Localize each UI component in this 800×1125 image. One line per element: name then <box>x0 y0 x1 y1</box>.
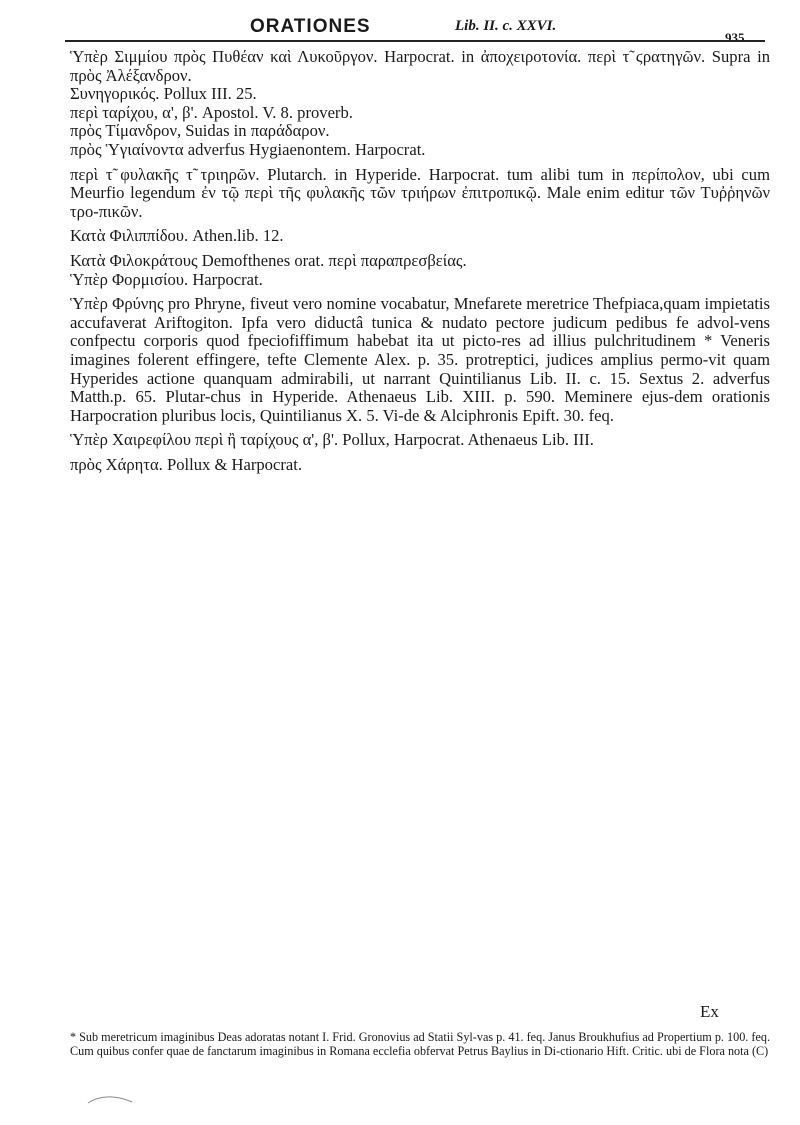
running-title: ORATIONES <box>250 16 371 37</box>
oration-entry: πρὸς Χάρητα. Pollux & Harpocrat. <box>70 454 302 474</box>
oration-entry: Συνηγορικός. Pollux III. 25. <box>70 84 257 104</box>
oration-entry: περὶ ταρίχου, α', β'. Apostol. V. 8. proverb. <box>70 102 353 122</box>
oration-entry: Ὑπὲρ Σιμμίου πρὸς Πυθέαν καὶ Λυκοῦργον. Harpocrat. in ἀποχειροτονία. περὶ τ̃ ϛρατηγῶν. Supra in πρὸς Ἀλέξανδρον. <box>70 47 770 85</box>
page-number: 935 <box>725 30 745 45</box>
oration-entry: Ὑπὲρ Χαιρεφίλου περὶ ἢ ταρίχους α', β'. Pollux, Harpocrat. Athenaeus Lib. III. <box>70 430 594 450</box>
chapter-reference: Lib. II. c. XXVI. <box>455 18 557 34</box>
pen-stroke-mark <box>86 1093 134 1107</box>
header-rule <box>65 40 765 42</box>
oration-entry: πρὸς Τίμανδρον, Suidas in παράδαρον. <box>70 121 330 141</box>
oration-entry: Κατὰ Φιλιππίδου. Athen.lib. 12. <box>70 226 284 246</box>
oration-entry: Ὑπὲρ Φρύνης pro Phryne, fiveut vero nomine vocabatur, Mnefarete meretrice Thefpiaca,quam impietatis accufaverat Ariftogiton. Ipfa vero diductâ tunica & nudato pectore judicum pedibus fe advol-vens confpectu corporis quod fpeciofiffimum habebat ita ut picto-res ad illius pulchritudinem * Veneris imagines folerent effingere, tefte Clemente Alex. p. 35. protreptici, judices amplius permo-vit quam Hyperides actione quanquam admirabili, ut narrant Quintilianus Lib. II. c. 15. Sextus 2. adverfus Matth.p. 65. Plutar-chus in Hyperide. Athenaeus Lib. XIII. p. 590. Meminere ejus-dem orationis Harpocration pluribus locis, Quintilianus X. 5. Vi-de & Alciphronis Epift. 30. feq. <box>70 294 770 425</box>
orations-list <box>70 48 770 474</box>
oration-entry: περὶ τ̃ φυλακῆς τ̃ τριηρῶν. Plutarch. in Hyperide. Harpocrat. tum alibi tum in περίπολον, ubi cum Meurfio legendum ἐν τῷ περὶ τῆς φυλακῆς τῶν τριήρων ἐπιτροπικῷ. Male enim editur τῶν Τυῤῥηνῶν τρο-πικῶν. <box>70 164 770 221</box>
catchword: Ex <box>700 1002 719 1021</box>
oration-entry: Ὑπὲρ Φορμισίου. Harpocrat. <box>70 269 263 289</box>
footnote: * Sub meretricum imaginibus Deas adoratas notant I. Frid. Gronovius ad Statii Syl-vas p. 41. feq. Janus Broukhufius ad Propertium p. 100. feq. Cum quibus confer quae de fanctarum imaginibus in Romana ecclefia obfervat Petrus Baylius in Di-ctionario Hift. Critic. ubi de Flora nota (C) <box>70 1030 771 1059</box>
running-header <box>60 8 780 44</box>
oration-entry: πρὸς Ὑγιαίνοντα adverfus Hygiaenontem. Harpocrat. <box>70 139 426 159</box>
oration-entry: Κατὰ Φιλοκράτους Demofthenes orat. περὶ παραπρεσβείας. <box>70 250 467 270</box>
